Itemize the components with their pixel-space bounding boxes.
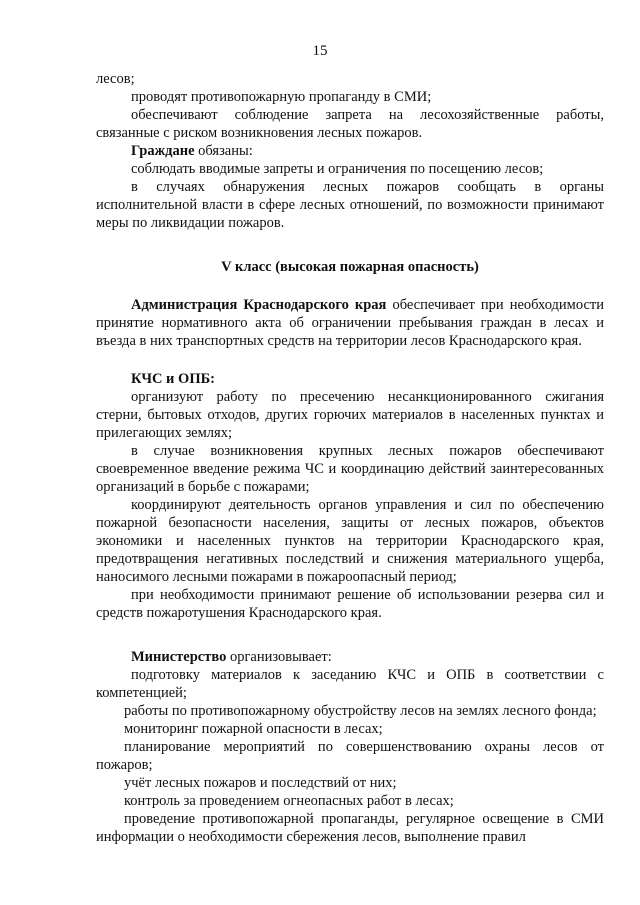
list-item: учёт лесных пожаров и последствий от них;: [124, 775, 397, 791]
administration-heading: Администрация Краснодарского края: [131, 297, 387, 313]
paragraph: [96, 142, 604, 160]
list-item: при необходимости принимают решение об использовании резерва сил и средств пожаротушения Краснодарского края.: [96, 587, 604, 621]
paragraph: в случаях обнаружения лесных пожаров сообщать в органы исполнительной власти в сфере лесных отношений, по возможности принимают меры по ликвидации пожаров.: [96, 179, 604, 231]
list-item: координируют деятельность органов управления и сил по обеспечению пожарной безопасности населения, защиты от лесных пожаров, объектов экономики и населенных пунктов на территории Краснодарского края, предотвращения негативных последствий и снижения материального ущерба, наносимого лесными пожарами в пожароопасный период;: [96, 497, 604, 585]
section-title: V класс (высокая пожарная опасность): [221, 259, 479, 275]
paragraph: проводят противопожарную пропаганду в СМИ;: [131, 89, 432, 105]
paragraph: обеспечивают соблюдение запрета на лесохозяйственные работы, связанные с риском возникновения лесных пожаров.: [96, 107, 604, 141]
administration-text: обеспечивает при необходимости принятие нормативного акта об ограничении пребывания граждан в лесах и въезда в них транспортных средств на территории лесов Краснодарского края.: [96, 297, 604, 349]
list-item: контроль за проведением огнеопасных работ в лесах;: [124, 793, 454, 809]
list-item: подготовку материалов к заседанию КЧС и ОПБ в соответствии с компетенцией;: [96, 667, 604, 701]
kchs-heading: [96, 370, 604, 388]
paragraph: соблюдать вводимые запреты и ограничения по посещению лесов;: [131, 161, 544, 177]
paragraph: [96, 296, 604, 350]
document-body: [96, 70, 604, 846]
list-item: работы по противопожарному обустройству лесов на землях лесного фонда;: [124, 703, 597, 719]
list-item: проведение противопожарной пропаганды, регулярное освещение в СМИ информации о необходимости сбережения лесов, выполнение правил: [96, 811, 604, 845]
citizens-heading-tail: обязаны:: [194, 143, 253, 159]
list-item: организуют работу по пресечению несанкционированного сжигания стерни, бытовых отходов, других горючих материалов в населенных пунктах и прилегающих землях;: [96, 389, 604, 441]
ministry-heading: Министерство: [131, 649, 227, 665]
paragraph: лесов;: [96, 71, 135, 87]
page-number: 15: [312, 43, 328, 59]
paragraph: [96, 648, 604, 666]
citizens-heading: Граждане: [131, 143, 195, 159]
list-item: в случае возникновения крупных лесных пожаров обеспечивают своевременное введение режима ЧС и координацию действий заинтересованных организаций в борьбе с пожарами;: [96, 443, 604, 495]
list-item: планирование мероприятий по совершенствованию охраны лесов от пожаров;: [96, 739, 604, 773]
kchs-heading-text: КЧС и ОПБ:: [131, 371, 216, 387]
ministry-heading-tail: организовывает:: [226, 649, 332, 665]
list-item: мониторинг пожарной опасности в лесах;: [124, 721, 383, 737]
